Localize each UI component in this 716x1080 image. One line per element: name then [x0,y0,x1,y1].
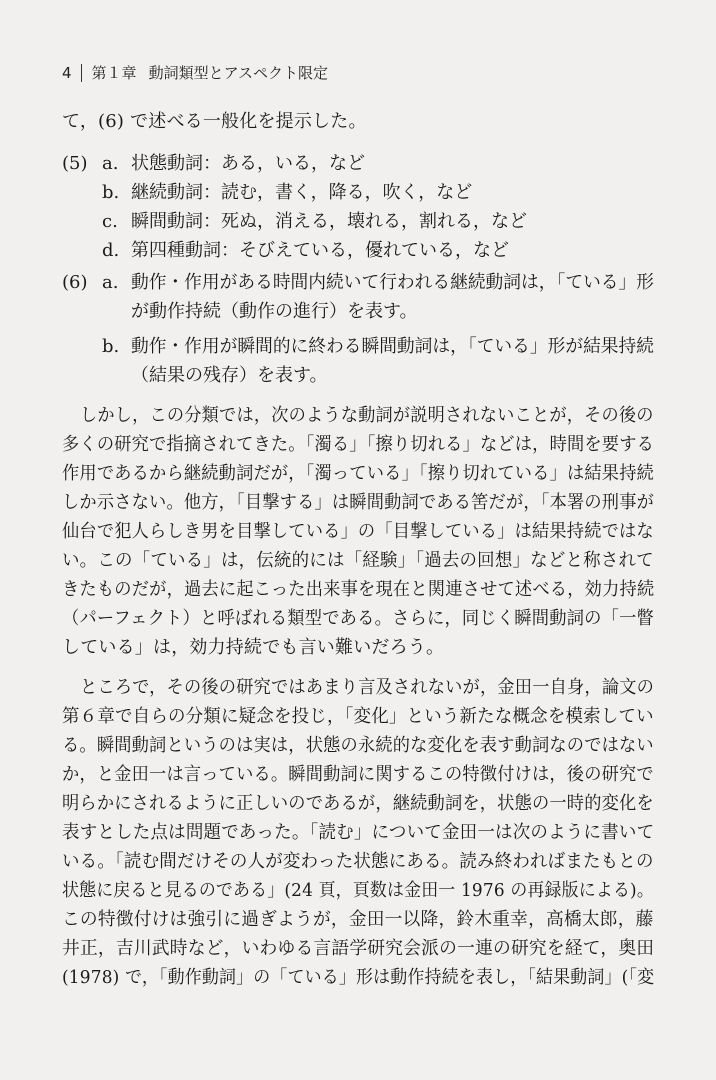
body-line: いる。「読む間だけその人が変わった状態にある。読み終わればまたもとの [62,851,654,872]
example-label: a. [102,153,119,174]
body-line: きたものだが，過去に起こった出来事を現在と関連させて述べる，効力持続 [62,579,655,600]
example-number-6: (6) [62,272,88,293]
example-label: b. [102,336,120,357]
page-number: 4 [62,63,72,82]
example-item: 継続動詞：読む，書く，降る，吹く，など [131,182,473,203]
body-line: 状態に戻ると見るのである」(24 頁，頁数は金田一 1976 の再録版による)。 [62,880,654,901]
example-label: d. [102,240,120,261]
body-line: 表すとした点は問題であった。「読む」について金田一は次のように書いて [62,822,655,843]
body-line: て，(6) で述べる一般化を提示した。 [62,111,367,132]
chapter-number: 第１章 [91,64,137,82]
body-line: 第６章で自らの分類に疑念を投じ，「変化」という新たな概念を模索してい [62,706,654,727]
body-line: か，と金田一は言っている。瞬間動詞に関するこの特徴付けは，後の研究で [62,764,654,785]
example-item: 動作・作用がある時間内続いて行われる継続動詞は，「ている」形 [131,272,654,293]
body-line: る。瞬間動詞というのは実は，状態の永続的な変化を表す動詞なのではない [62,735,654,756]
body-line: い。この「ている」は，伝統的には「経験」「過去の回想」などと称されて [62,550,654,571]
body-line: 作用であるから継続動詞だが，「濁っている」「擦り切れている」は結果持続 [62,463,655,484]
body-line: 明らかにされるように正しいのであるが，継続動詞を，状態の一時的変化を [62,793,654,814]
example-item-continuation: が動作持続（動作の進行）を表す。 [131,301,418,322]
chapter-title: 動詞類型とアスペクト限定 [148,64,328,82]
example-item: 状態動詞：ある，いる，など [131,153,365,174]
example-label: a. [102,272,119,293]
body-line: 仙台で犯人らしき男を目撃している」の「目撃している」は結果持続ではな [62,521,654,542]
example-item-continuation: （結果の残存）を表す。 [131,365,328,386]
example-label: c. [102,211,118,232]
paragraph-first-line: ところで，その後の研究ではあまり言及されないが，金田一自身，論文の [80,677,655,698]
body-line: 井正，吉川武時など，いわゆる言語学研究会派の一連の研究を経て，奥田 [62,938,655,959]
body-line: （パーフェクト）と呼ばれる類型である。さらに，同じく瞬間動詞の「一瞥 [62,608,655,629]
example-item: 動作・作用が瞬間的に終わる瞬間動詞は，「ている」形が結果持続 [131,336,654,357]
body-line: 多くの研究で指摘されてきた。「濁る」「擦り切れる」などは，時間を要する [62,434,655,455]
body-line: しか示さない。他方，「目撃する」は瞬間動詞である筈だが，「本署の刑事が [62,492,655,513]
body-line: している」は，効力持続でも言い難いだろう。 [62,637,445,658]
example-label: b. [102,182,120,203]
body-line: (1978) で，「動作動詞」の「ている」形は動作持続を表し，「結果動詞」(「変 [62,967,655,988]
paragraph-first-line: しかし，この分類では，次のような動詞が説明されないことが，その後の [80,405,654,426]
body-line: この特徴付けは強引に過ぎようが，金田一以降，鈴木重幸，高橋太郎，藤 [62,909,654,930]
header-divider [81,64,82,82]
example-item: 第四種動詞：そびえている，優れている，など [131,240,509,261]
running-header [62,62,328,83]
example-number-5: (5) [62,153,88,174]
example-item: 瞬間動詞：死ぬ，消える，壊れる，割れる，など [131,211,527,232]
